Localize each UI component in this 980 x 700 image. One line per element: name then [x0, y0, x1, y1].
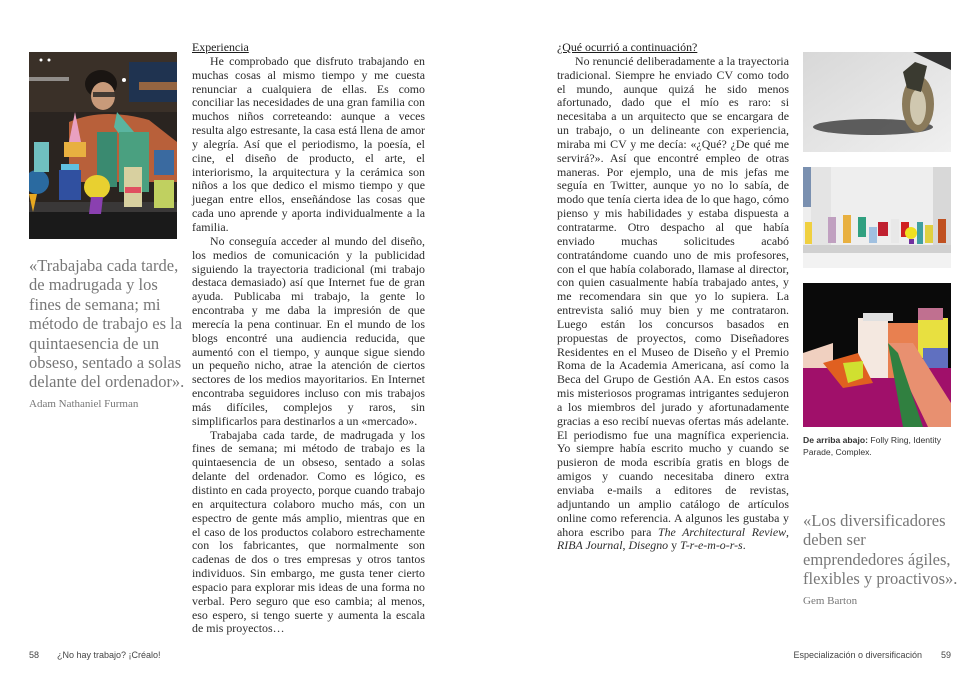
image-caption	[803, 434, 963, 458]
body-paragraph: Trabajaba cada tarde, de madrugada y los fines de semana; mi método de trabajo es la quintaesencia de un obseso, sentado a solas delante del ordenador. Como es lógico, es distinto en cada proyecto, porque cuando trabajo en arquitectura colaboro mucho más, con un espectro de gente más amplio, mientras que en el caso de los productos colaboro estrechamente con los fabricantes, que normalmente son cadenas de dos o tres empresas y otros tantos individuos. Sin embargo, me gusta tener cierto espacio para explorar mis ideas de una forma no verbal. Pero seguro que eso cambia; al menos, eso espero, si tengo suerte y aumenta la escala de mis proyectos…	[192, 427, 425, 636]
pull-quote	[803, 511, 963, 608]
body-text-column-right	[557, 41, 789, 553]
caption-lead: De arriba abajo:	[803, 435, 868, 445]
pull-quote-text: «Trabajaba cada tarde, de madrugada y los fines de semana; mi método de trabajo es la quintaesencia de un obseso, sentado a solas delante del ordenador».	[29, 256, 185, 392]
page-number-left: 58	[29, 650, 40, 660]
section-heading: ¿Qué ocurrió a continuación?	[557, 40, 698, 54]
pull-quote-attribution: Gem Barton	[803, 594, 858, 607]
separator: ,	[786, 524, 790, 539]
complex-render	[803, 283, 951, 427]
body-text-column-left	[192, 41, 425, 636]
page-number-right: 59	[940, 650, 951, 660]
separator: y	[668, 538, 680, 553]
pull-quote-attribution: Adam Nathaniel Furman	[29, 397, 139, 410]
pull-quote-text: «Los diversificadores deben ser emprendedores ágiles, flexibles y proactivos».	[803, 511, 958, 589]
body-paragraph-text: No renuncié deliberadamente a la trayectoria tradicional. Siempre he enviado CV como todo el mundo, aunque quizá he sido menos afortunado, dado que el mío es raro: si necesitaba a un arquitecto que se encargara de un trabajo, o un delineante con experiencia, miraba mi CV y me decía: «¿Qué? ¿De qué me servirá?». Así que encontré empleo de otras maneras. Por ejemplo, una de mis jefas me seguía en Twitter, aunque yo no lo sabía, de modo que tenía cierta idea de lo que hago, cómo pienso y mis habilidades y estaba dispuesta a contratarme. Otro despacho al que había enviado muchas solicitudes acabó contratándome cuando uno de mis profesores, con el que había colaborado, llamase al director, con quien casualmente había trabajado antes, y me recomendara sin que yo lo supiera. La entrevista salió muy bien y me contrataron. Luego están los concursos basados en propuestas de proyectos, como Diseñadores Residentes en el Museo de Diseño y el Premio Roma de la Academia Americana, así como la Beca del Grupo de Gestión AA. En estos casos mis misteriosos programas intrigantes sedujeron a los miembros del jurado y afortunadamente gracias a eso recibí nuevas ofertas más adelante. El periodismo fue una magnífica experiencia. Yo siempre había escrito mucho y cuando se pusieron de moda escribía gratis en blogs de amigos y cuando necesitaba dinero extra enviaba e-mails a editores de revistas, adjuntando un amplio catálogo de artículos online como referencia. A algunos les gustaba y ahora escribo para	[557, 53, 789, 539]
folly-ring-photo	[803, 52, 951, 152]
publication-title: RIBA Journal	[557, 538, 623, 553]
publication-title: Disegno	[628, 538, 669, 553]
pull-quote	[29, 256, 189, 411]
caption-text: Folly Ring, Identity Parade, Complex.	[803, 435, 942, 457]
section-heading: Experiencia	[192, 40, 249, 54]
publication-title: T-r-e-m-o-r-s	[679, 538, 743, 553]
separator: ,	[622, 538, 629, 553]
body-paragraph: No conseguía acceder al mundo del diseño, los medios de comunicación y la publicidad siguiendo la trayectoria tradicional (mi trabajo destaca demasiado) así que Internet fue de gran ayuda. Publicaba mi trabajo, la gente lo encontraba y me daba la impresión de que merecía la pena continuar. En el mundo de los blogs encontré una audiencia reducida, que aumentó con el tiempo, y aunque sigue siendo un pequeño nicho, atrae la atención de ciertos sectores de los medios mayoritarios. En Internet encontraba seguidores incluso con mis trabajos más difíciles, complejos y raros, sin simplificarlos para destinarlos a un «mercado».	[192, 233, 425, 428]
designer-photo	[29, 52, 177, 239]
body-paragraph: He comprobado que disfruto trabajando en muchas cosas al mismo tiempo y me cuesta renunciar a cualquiera de ellas. Es como conciliar las necesidades de una gran familia con muchos niños correteando: aunque a veces resulta algo estresante, la casa está llena de amor y alegría. Así que el periodismo, la poesía, el cine, el diseño de producto, el arte, el interiorismo, la arquitectura y la cerámica son niños a los que dedico el mismo tiempo y que juegan entre ellos, enseñándose las cosas que cada uno aprende y aporta individualmente a la familia.	[192, 53, 425, 234]
running-head-left: ¿No hay trabajo? ¡Créalo!	[57, 650, 161, 660]
body-paragraph	[557, 55, 789, 553]
identity-parade-photo	[803, 167, 951, 268]
running-head-right: Especialización o diversificación	[793, 650, 922, 660]
publication-title: The Architectural Review	[657, 524, 787, 539]
separator: .	[742, 538, 746, 553]
